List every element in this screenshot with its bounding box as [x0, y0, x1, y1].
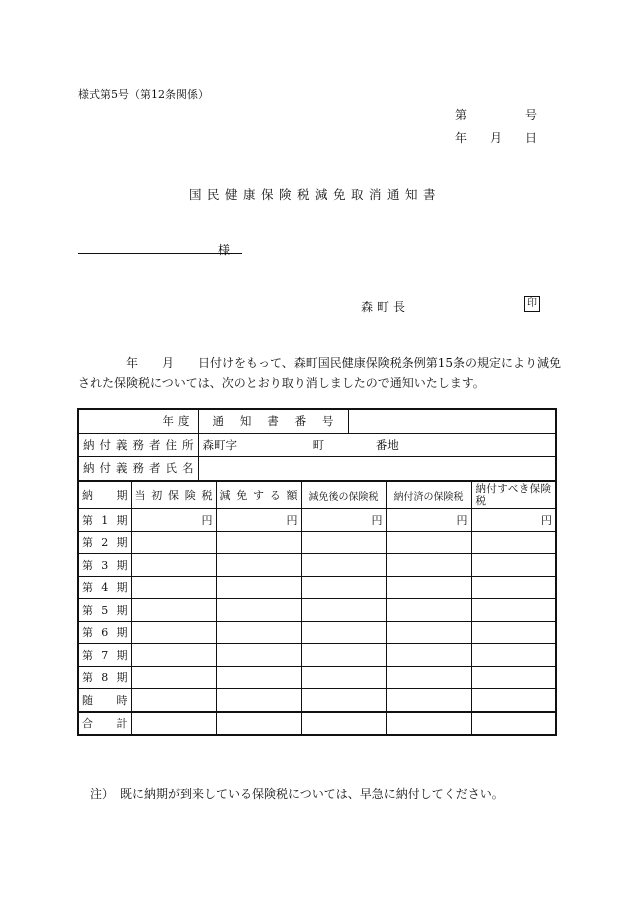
name-label: 納付義務者氏名 — [78, 457, 198, 481]
month-label: 月 — [489, 131, 502, 145]
amount-cell — [471, 644, 556, 667]
amount-cell — [216, 621, 301, 644]
table-row — [78, 599, 556, 622]
table-row — [78, 621, 556, 644]
table-row — [78, 554, 556, 577]
yen-unit: 円 — [371, 513, 383, 527]
period-label: 第4期 — [78, 576, 131, 599]
notice-number-value — [348, 409, 556, 433]
col-header-reduction-amount: 減免する額 — [216, 481, 301, 509]
amount-cell — [131, 509, 216, 532]
period-label: 第3期 — [78, 554, 131, 577]
notice-body-line1: 年 月 日付けをもって、森町国民健康保険税条例第15条の規定により減免 — [78, 356, 562, 370]
amount-cell — [471, 712, 556, 736]
day-label: 日 — [524, 131, 537, 145]
period-label: 随時 — [78, 689, 131, 712]
amount-cell — [301, 644, 386, 667]
amount-cell — [216, 644, 301, 667]
year-label: 年 — [455, 131, 468, 145]
address-value — [198, 433, 556, 457]
amount-cell — [386, 599, 471, 622]
period-label: 第5期 — [78, 599, 131, 622]
amount-cell — [386, 621, 471, 644]
issue-date-line — [455, 129, 537, 146]
col-header-after-reduction: 減免後の保険税 — [301, 481, 386, 509]
amount-cell — [386, 689, 471, 712]
amount-cell — [301, 712, 386, 736]
amount-cell — [386, 509, 471, 532]
amount-cell — [386, 644, 471, 667]
period-label: 第2期 — [78, 531, 131, 554]
yen-unit: 円 — [456, 513, 468, 527]
period-label: 第7期 — [78, 644, 131, 667]
amount-cell — [301, 666, 386, 689]
table-row — [78, 531, 556, 554]
table-row — [78, 712, 556, 736]
amount-cell — [131, 712, 216, 736]
notice-body — [78, 353, 562, 393]
number-suffix: 号 — [524, 108, 537, 122]
address-label: 納付義務者住所 — [78, 433, 198, 457]
amount-cell — [386, 666, 471, 689]
notice-number-label: 通知書番号 — [198, 409, 348, 433]
amount-cell — [301, 599, 386, 622]
amount-cell — [216, 599, 301, 622]
table-header-row — [78, 481, 556, 509]
issuer-mayor: 森町長 — [361, 300, 410, 314]
table-row — [78, 644, 556, 667]
footnote: 注） 既に納期が到来している保険税については、早急に納付してください。 — [90, 787, 504, 801]
table-row — [78, 689, 556, 712]
amount-cell — [131, 666, 216, 689]
amount-cell — [131, 689, 216, 712]
amount-cell — [386, 531, 471, 554]
document-number-line — [455, 106, 537, 123]
col-header-initial-tax: 当初保険税 — [131, 481, 216, 509]
amount-cell — [301, 554, 386, 577]
amount-cell — [471, 531, 556, 554]
period-label: 合計 — [78, 712, 131, 736]
col-header-payable: 納付すべき保険税 — [471, 481, 556, 509]
amount-cell — [471, 621, 556, 644]
amount-cell — [131, 554, 216, 577]
table-row — [78, 576, 556, 599]
col-header-paid: 納付済の保険税 — [386, 481, 471, 509]
table-row — [78, 666, 556, 689]
amount-cell — [216, 689, 301, 712]
amount-cell — [471, 509, 556, 532]
tax-period-table — [77, 480, 557, 736]
amount-cell — [216, 554, 301, 577]
amount-cell — [471, 554, 556, 577]
amount-cell — [216, 509, 301, 532]
address-part-banchi: 番地 — [375, 437, 399, 452]
address-part-aza: 森町字 — [202, 437, 237, 452]
amount-cell — [216, 531, 301, 554]
addressee-honorific: 様 — [218, 243, 231, 257]
seal-mark: 印 — [524, 296, 540, 312]
table-row — [78, 509, 556, 532]
amount-cell — [386, 554, 471, 577]
amount-cell — [301, 621, 386, 644]
fiscal-year-row — [78, 409, 556, 433]
yen-unit: 円 — [541, 513, 552, 527]
amount-cell — [301, 531, 386, 554]
amount-cell — [216, 712, 301, 736]
yen-unit: 円 — [201, 513, 213, 527]
amount-cell — [216, 576, 301, 599]
amount-cell — [386, 712, 471, 736]
amount-cell — [386, 576, 471, 599]
fiscal-year-label: 年度 — [78, 409, 198, 433]
period-label: 第1期 — [78, 509, 131, 532]
amount-cell — [301, 689, 386, 712]
amount-cell — [471, 666, 556, 689]
amount-cell — [131, 644, 216, 667]
notice-body-line2: された保険税については、次のとおり取り消しましたので通知いたします。 — [78, 376, 485, 390]
period-label: 第8期 — [78, 666, 131, 689]
amount-cell — [471, 599, 556, 622]
amount-cell — [216, 666, 301, 689]
amount-cell — [301, 576, 386, 599]
address-part-cho: 町 — [312, 437, 325, 452]
amount-cell — [471, 689, 556, 712]
amount-cell — [131, 576, 216, 599]
name-value — [198, 457, 556, 481]
taxpayer-info-table — [77, 408, 557, 482]
address-row — [78, 433, 556, 457]
number-prefix: 第 — [455, 108, 468, 122]
document-title: 国民健康保険税減免取消通知書 — [188, 187, 441, 202]
amount-cell — [471, 576, 556, 599]
period-label: 第6期 — [78, 621, 131, 644]
amount-cell — [131, 599, 216, 622]
amount-cell — [131, 621, 216, 644]
col-header-period: 納期 — [78, 481, 131, 509]
yen-unit: 円 — [286, 513, 298, 527]
name-row — [78, 457, 556, 481]
form-number-label: 様式第5号（第12条関係） — [78, 88, 209, 101]
amount-cell — [301, 509, 386, 532]
amount-cell — [131, 531, 216, 554]
